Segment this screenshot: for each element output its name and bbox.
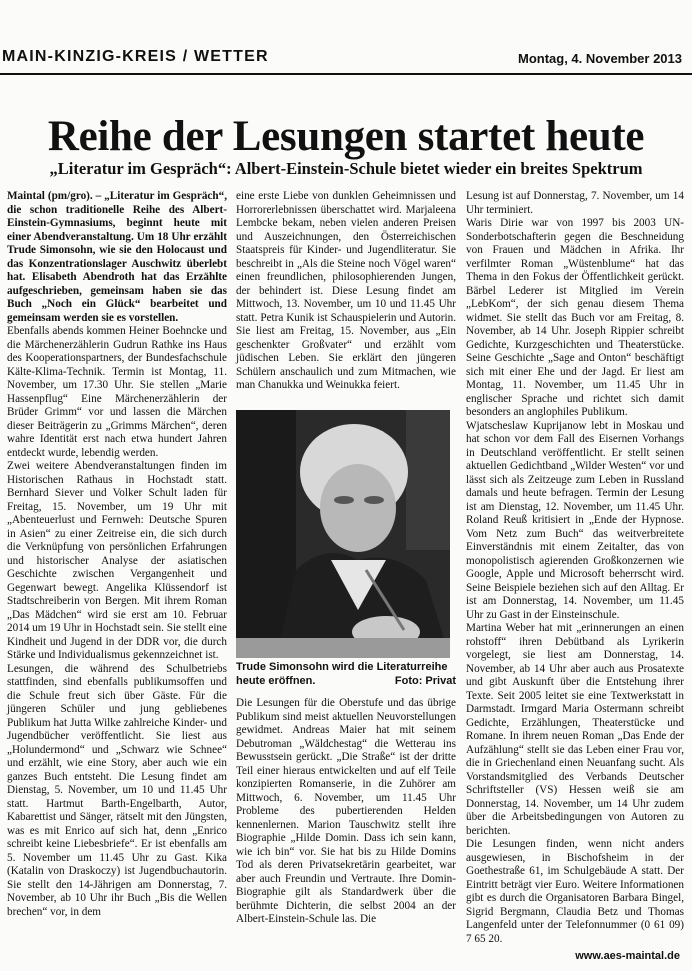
column-3 <box>466 190 684 946</box>
body-paragraph: Lesungen, die während des Schulbetriebs stattfinden, sind ebenfalls publikumsoffen und die Schule freut sich über Gäste. Für die jüngeren Schüler und jung gebliebenes Publikum hat Jutta Wilke zahlreiche Kinder- und Jugendbücher veröffentlicht. Sie liest aus „Holundermond“ und „Schwarz wie Schnee“ und erzählt, wie eine Story, aber auch wie ein ganzes Buch entsteht. Die Lesung findet am Dienstag, 5. November, um 10 und 11.45 Uhr statt. Hartmut Barth-Engelbarth, Autor, Kabarettist und Sänger, rätselt mit den Jüngsten, was es mit Enrico auf sich hat, denn „Enrico schreibt keine Liebesbriefe“. Er ist ebenfalls am 5. November um 11.45 Uhr zu Gast. Kika (Katalin von Draskoczy) ist Jugendbuchautorin. Sie stellt den 14-Jährigen am Donnerstag, 7. November, ab 10 Uhr ihr Buch „Bis die Wellen brechen“ vor, in dem <box>7 662 227 918</box>
column-1 <box>7 190 227 919</box>
portrait-image <box>236 410 450 658</box>
photo-credit: Foto: Privat <box>394 675 456 687</box>
column-2-bottom <box>236 697 456 927</box>
body-paragraph: Wjatscheslaw Kuprijanow lebt in Moskau und hat schon vor dem Fall des Eisernen Vorhangs in Deutschland veröffentlicht. Er stellt seinen aktuellen Gedichtband „Wilder Westen“ vor und lässt sich als Zeitzeuge zum Leben in Russland damals und heute befragen. Termin der Lesung ist am Dienstag, 12. November, um 11.45 Uhr. Roland Reuß kritisiert in „Ende der Hypnose. Vom Netz zum Buch“ das weitverbreitete Einverständnis mit einem Zeitalter, das von monopolistisch agierenden Großkonzernen wie Google, Apple und Microsoft beherrscht wird. Seine Beispiele beziehen sich auf den Alltag. Er ist am Donnerstag, 14. November, um 11.45 Uhr zu Gast in der Einsteinschule. <box>466 419 684 621</box>
lead-paragraph: Maintal (pm/gro). – „Literatur im Gespräch“, die schon traditionelle Reihe des Albert-Einstein-Gymnasiums, beginnt heute mit einer Abendveranstaltung. Um 18 Uhr erzählt Trude Simonsohn, wie sie den Holocaust und das Konzentrationslager Auschwitz überlebt hat. Elisabeth Abendroth hat das Erzählte aufgeschrieben, gemeinsam haben sie das Buch „Noch ein Glück“ bearbeitet und gemeinsam werden sie es vorstellen. <box>7 190 227 324</box>
caption-text: Trude Simonsohn wird die Literaturreihe heute eröffnen. <box>236 661 448 687</box>
issue-date: Montag, 4. November 2013 <box>518 51 682 66</box>
body-paragraph: Waris Dirie war von 1997 bis 2003 UN-Sonderbotschafterin gegen die Beschneidung von Frauen und Mädchen in Afrika. Ihr verfilmter Roman „Wüstenblume“ hat das Thema in den Fokus der Öffentlichkeit gerückt. Bärbel Lederer ist Mitglied im Verein „LebKom“, der sich genau diesem Thema widmet. Sie stellt das Buch vor am Freitag, 8. November, ab 14 Uhr. Joseph Rippier schreibt Gedichte, Kurzgeschichten und Theaterstücke. Seine Geschichte „Sage and Onton“ beschäftigt sich mit einer Ehe und der Jagd. Er liest am Montag, 11. November, um 11.45 Uhr in englischer Sprache und richtet sich damit besonders an anglophiles Publikum. <box>466 217 684 418</box>
masthead-rule <box>0 73 692 75</box>
body-paragraph: Die Lesungen für die Oberstufe und das übrige Publikum sind meist aktuellen Neuvorstellungen gewidmet. Andreas Maier hat mit seinem Debutroman „Wäldchestag“ die Wetterau ins Bewusstsein gerückt. „Die Straße“ ist der dritte Teil einer hieraus entwickelten und auf elf Teile konzipierten Romanserie, in die Zuhörer am Mittwoch, 6. November, um 11.45 Uhr Probleme des pubertierenden Helden kennenlernen. Marion Tauschwitz stellt ihre Biographie „Hilde Domin. Dass ich sein kann, wie ich bin“ vor. Sie hat bis zu Hilde Domins Tod als deren Privatsekretärin gearbeitet, war aber auch Freundin und Vertraute. Ihre Domin-Biographie gilt als Standardwerk über die berühmte Dichterin, die selbst 2004 an der Albert-Einstein-Schule las. Die <box>236 697 456 925</box>
subheadline: „Literatur im Gespräch“: Albert-Einstein-Schule bietet wieder ein breites Spektrum <box>49 159 643 178</box>
body-paragraph: Martina Weber hat mit „erinnerungen an einen rohstoff“ ihren Debütband als Lyrikerin vorgelegt, sie liest am Donnerstag, 14. November, ab 14 Uhr aber auch aus Prosatexte und gibt Auskunft über die Entstehung ihrer Texte. Seit 2005 leitet sie eine Textwerkstatt in Darmstadt. Irmgard Maria Ostermann schreibt Gedichte, Erzählungen, Theaterstücke und Romane. In ihrem neuen Roman „Das Ende der Aufzählung“ stellt sie das Leben einer Frau vor, die in Griechenland einen Neuanfang sucht. Als Vorstandsmitglied des Verbands Deutscher Schriftsteller (VS) Hessen weiß sie am Donnerstag, 14. November, um 14 Uhr zudem über die Arbeitsbedingungen von Autoren zu berichten. <box>466 622 684 837</box>
headline: Reihe der Lesungen startet heute <box>47 113 645 160</box>
body-paragraph: Lesung ist auf Donnerstag, 7. November, um 14 Uhr terminiert. <box>466 190 684 216</box>
body-paragraph: Ebenfalls abends kommen Heiner Boehncke und die Märchenerzählerin Gudrun Rathke ins Haus des Kooperationspartners, der Bundesfachschule Kälte-Klima-Technik. Termin ist Montag, 11. November, um 17.30 Uhr. Sie stellen „Marie Hassenpflug“ Eine Märchenerzählerin der Brüder Grimm“ vor und lassen die Märchen dieser Beiträgerin zu „Grimms Märchen“, deren wahre Identität erst nach etwa hundert Jahren entdeckt wurde, lebendig werden. <box>7 325 227 459</box>
body-paragraph: Zwei weitere Abendveranstaltungen finden im Historischen Rathaus in Hochstadt statt. Bernhard Siever und Volker Schult laden für Freitag, 15. November, um 19 Uhr mit „Abenteuerlust und Fernweh: Deutsche Spuren in Asien“ zu einer Zeitreise ein, die sich durch die Verknüpfung von persönlichen Erfahrungen und historischer Analyse der asiatischen Geschichte zwischen Vergangenheit und Gegenwart bewegt. Angelika Klüssendorf ist Stadtschreiberin von Bergen. Mit ihrem Roman „Das Mädchen“ wird sie erst am 10. Februar 2014 um 19 Uhr in Hochstadt sein. Sie stellt eine Kindheit und Jugend in der DDR vor, die durch Stärke und Individualismus gekennzeichnet ist. <box>7 460 227 661</box>
website-link[interactable]: www.aes-maintal.de <box>575 950 680 962</box>
column-2 <box>236 190 456 393</box>
photo-caption <box>236 660 456 688</box>
portrait-photo <box>236 410 450 658</box>
body-paragraph: Die Lesungen finden, wenn nicht anders ausgewiesen, in Bischofsheim in der Goethestraße 61, im Schulgebäude A statt. Der Eintritt beträgt vier Euro. Weitere Informationen gibt es durch die Organisatoren Barbara Bingel, Sigrid Bergmann, Claudia Betz und Thomas Langenfeld unter der Telefonnummer (0 61 09) 7 65 20. <box>466 838 684 945</box>
masthead <box>0 44 692 74</box>
section-title: MAIN-KINZIG-KREIS / WETTER <box>2 48 269 65</box>
body-paragraph: eine erste Liebe von dunklen Geheimnissen und Horrorerlebnissen überschattet wird. Marjaleena Lembcke bekam, neben vielen anderen Preisen und Auszeichnungen, den Österreichischen Staatspreis für Kinder- und Jugendliteratur. Sie beschreibt in „Als die Steine noch Vögel waren“ einen freundlichen, philosophierenden Jungen, der behindert ist. Diese Lesung findet am Mittwoch, 13. November, um 10 und 11.45 Uhr statt. Petra Kunik ist Schauspielerin und Autorin. Sie liest am Freitag, 15. November, aus „Ein geschenkter Großvater“ und erzählt vom jüdischen Leben. Sie erklärt den jüngeren Schülern anschaulich und zum Mitmachen, wie man Chanukka und Weinukka feiert. <box>236 190 456 391</box>
